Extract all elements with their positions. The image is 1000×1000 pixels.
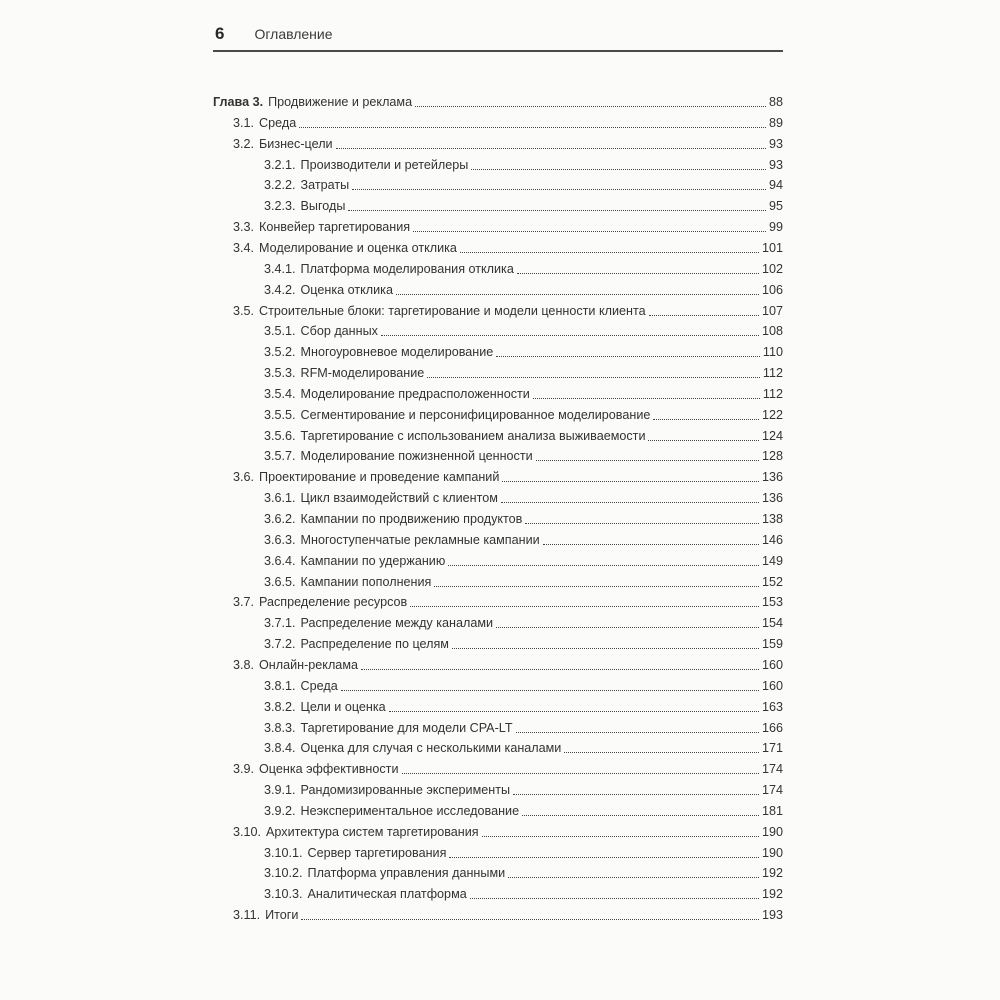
toc-dot-leader [496, 345, 760, 357]
toc-dot-leader [413, 220, 766, 232]
toc-entry [264, 196, 783, 216]
toc-entry-number: 3.8.1. [264, 679, 296, 693]
toc-entry [264, 446, 783, 466]
toc-entry-page: 193 [761, 908, 783, 922]
toc-dot-leader [402, 762, 759, 774]
toc-dot-leader [299, 116, 766, 128]
toc-dot-leader [410, 595, 759, 607]
toc-entry-number: 3.3. [233, 220, 255, 234]
toc-entry [264, 363, 783, 383]
toc-entry-page: 160 [761, 679, 783, 693]
toc-entry-title: Платформа управления данными [307, 866, 506, 880]
toc-entry-title: Цикл взаимодействий с клиентом [300, 491, 498, 505]
toc-entry-page: 112 [762, 366, 783, 380]
toc-entry-title: Строительные блоки: таргетирование и модели ценности клиента [259, 304, 646, 318]
toc-entry-title: Проектирование и проведение кампаний [259, 470, 500, 484]
toc-entry-page: 112 [762, 387, 783, 401]
toc-entry-title: Моделирование и оценка отклика [259, 241, 457, 255]
toc-dot-leader [501, 491, 759, 503]
toc-dot-leader [341, 679, 759, 691]
toc-entry-title: Среда [300, 679, 338, 693]
toc-dot-leader [301, 908, 759, 920]
toc-dot-leader [525, 512, 759, 524]
toc-entry-number: 3.5. [233, 304, 255, 318]
toc-entry [233, 113, 783, 133]
toc-entry-page: 136 [761, 491, 783, 505]
toc-entry [213, 92, 783, 112]
toc-entry-number: 3.11. [233, 908, 261, 922]
toc-entry-title: Производители и ретейлеры [300, 158, 469, 172]
toc-entry-page: 181 [761, 804, 783, 818]
toc-entry-number: 3.10.2. [264, 866, 303, 880]
toc-dot-leader [536, 449, 759, 461]
toc-entry [233, 655, 783, 675]
toc-entry [233, 905, 783, 925]
toc-entry [264, 551, 783, 571]
toc-entry-page: 88 [768, 95, 783, 109]
toc-entry [264, 676, 783, 696]
toc-entry [264, 259, 783, 279]
toc-entry-number: 3.7.1. [264, 616, 296, 630]
toc-entry-number: 3.6.3. [264, 533, 296, 547]
toc-entry-number: 3.8.4. [264, 741, 296, 755]
toc-entry-title: Платформа моделирования отклика [300, 262, 514, 276]
toc-dot-leader [336, 137, 766, 149]
toc-dot-leader [496, 616, 759, 628]
toc-dot-leader [452, 637, 759, 649]
toc-entry [233, 822, 783, 842]
toc-dot-leader [517, 262, 759, 274]
toc-dot-leader [470, 887, 759, 899]
toc-entry-number: 3.7.2. [264, 637, 296, 651]
toc-entry-title: Многоуровневое моделирование [300, 345, 494, 359]
toc-entry-page: 94 [768, 178, 783, 192]
toc-entry-title: Среда [259, 116, 297, 130]
toc-dot-leader [471, 158, 766, 170]
toc-entry-title: Распределение между каналами [300, 616, 494, 630]
toc-entry-title: Цели и оценка [300, 700, 386, 714]
toc-entry-number: 3.10.3. [264, 887, 303, 901]
toc-entry-number: 3.5.2. [264, 345, 296, 359]
toc-dot-leader [653, 408, 759, 420]
toc-dot-leader [381, 324, 759, 336]
toc-entry [264, 780, 783, 800]
toc-dot-leader [533, 387, 760, 399]
toc-entry [264, 530, 783, 550]
toc-entry-number: 3.7. [233, 595, 255, 609]
toc-entry [264, 426, 783, 446]
toc-entry-number: 3.5.6. [264, 429, 296, 443]
toc-entry-page: 152 [761, 575, 783, 589]
toc-entry [264, 697, 783, 717]
toc-entry-title: Таргетирование с использованием анализа выживаемости [300, 429, 646, 443]
toc-entry-title: Моделирование предрасположенности [300, 387, 530, 401]
toc-entry [264, 405, 783, 425]
toc-dot-leader [502, 470, 759, 482]
toc-entry [233, 134, 783, 154]
toc-entry-page: 110 [762, 345, 783, 359]
toc-entry [233, 592, 783, 612]
toc-dot-leader [352, 178, 766, 190]
toc-entry-number: 3.2.2. [264, 178, 296, 192]
toc-dot-leader [482, 825, 759, 837]
toc-entry-number: 3.9.1. [264, 783, 296, 797]
toc-entry-number: 3.6.2. [264, 512, 296, 526]
toc-entry-number: 3.4.1. [264, 262, 296, 276]
toc-entry-page: 102 [761, 262, 783, 276]
toc-entry-number: 3.9. [233, 762, 255, 776]
toc-entry-page: 190 [761, 846, 783, 860]
toc-entry-page: 192 [761, 866, 783, 880]
toc-entry-title: Неэкспериментальное исследование [300, 804, 520, 818]
toc-entry-title: Онлайн-реклама [259, 658, 358, 672]
toc-entry [264, 280, 783, 300]
toc-dot-leader [415, 95, 766, 107]
toc-entry-number: 3.6. [233, 470, 255, 484]
toc-entry-number: 3.10.1. [264, 846, 303, 860]
toc-entry-title: Сервер таргетирования [307, 846, 447, 860]
toc-entry-page: 128 [761, 449, 783, 463]
toc-dot-leader [460, 241, 759, 253]
page-number: 6 [215, 24, 225, 43]
toc-entry [264, 613, 783, 633]
toc-entry-page: 124 [761, 429, 783, 443]
toc-entry [264, 175, 783, 195]
toc-dot-leader [564, 741, 759, 753]
toc-dot-leader [389, 700, 759, 712]
toc-entry-page: 122 [761, 408, 783, 422]
toc-entry [264, 155, 783, 175]
toc-entry-page: 107 [761, 304, 783, 318]
toc-entry-number: Глава 3. [213, 95, 264, 109]
toc-entry [264, 572, 783, 592]
toc-entry-page: 89 [768, 116, 783, 130]
toc-entry-number: 3.10. [233, 825, 262, 839]
toc-entry-page: 174 [761, 783, 783, 797]
toc-dot-leader [361, 658, 759, 670]
toc-entry-page: 153 [761, 595, 783, 609]
toc-entry-title: Кампании пополнения [300, 575, 432, 589]
toc-entry-number: 3.8.2. [264, 700, 296, 714]
header-title: Оглавление [254, 26, 333, 42]
toc-entry-number: 3.1. [233, 116, 255, 130]
toc-entry-number: 3.6.1. [264, 491, 296, 505]
toc-entry-title: Выгоды [300, 199, 346, 213]
toc-entry-title: Архитектура систем таргетирования [266, 825, 479, 839]
toc-entry-page: 136 [761, 470, 783, 484]
toc-entry-title: Распределение ресурсов [259, 595, 408, 609]
toc-entry-title: Кампании по удержанию [300, 554, 446, 568]
toc-entry [264, 718, 783, 738]
toc-dot-leader [434, 575, 759, 587]
toc-entry-title: Конвейер таргетирования [259, 220, 411, 234]
toc-dot-leader [649, 304, 759, 316]
toc-entry-title: Таргетирование для модели CPA-LT [300, 721, 513, 735]
toc-entry [233, 301, 783, 321]
toc-entry-page: 108 [761, 324, 783, 338]
toc-dot-leader [508, 866, 759, 878]
toc-entry-title: Оценка отклика [300, 283, 393, 297]
toc-entry-page: 192 [761, 887, 783, 901]
toc-entry-title: Оценка для случая с несколькими каналами [300, 741, 562, 755]
toc-entry-page: 163 [761, 700, 783, 714]
toc-entry-title: RFM-моделирование [300, 366, 425, 380]
toc-entry-page: 106 [761, 283, 783, 297]
toc-dot-leader [648, 429, 759, 441]
toc-entry-number: 3.4. [233, 241, 255, 255]
toc-entry-title: Затраты [300, 178, 350, 192]
toc-entry-title: Моделирование пожизненной ценности [300, 449, 533, 463]
toc-entry [264, 738, 783, 758]
toc-entry-title: Кампании по продвижению продуктов [300, 512, 523, 526]
toc-entry-number: 3.5.5. [264, 408, 296, 422]
toc-entry [264, 801, 783, 821]
toc-dot-leader [348, 199, 766, 211]
toc-entry-number: 3.5.4. [264, 387, 296, 401]
toc-entry-number: 3.4.2. [264, 283, 296, 297]
toc-entry-number: 3.2.3. [264, 199, 296, 213]
toc-entry [264, 863, 783, 883]
toc-entry [233, 238, 783, 258]
toc-entry [264, 488, 783, 508]
toc-dot-leader [396, 283, 759, 295]
toc-entry-title: Бизнес-цели [259, 137, 333, 151]
toc-entry [264, 321, 783, 341]
toc-entry-number: 3.9.2. [264, 804, 296, 818]
toc-entry-title: Продвижение и реклама [268, 95, 413, 109]
toc-dot-leader [543, 533, 759, 545]
toc-entry-title: Итоги [265, 908, 299, 922]
toc-entry-page: 93 [768, 158, 783, 172]
toc-entry [264, 843, 783, 863]
toc-entry-title: Аналитическая платформа [307, 887, 467, 901]
toc-entry-title: Сбор данных [300, 324, 378, 338]
toc-entry [233, 217, 783, 237]
toc-entry-title: Распределение по целям [300, 637, 449, 651]
toc-dot-leader [449, 846, 759, 858]
toc-entry-page: 190 [761, 825, 783, 839]
toc-entry-page: 101 [761, 241, 783, 255]
toc-entry-number: 3.6.4. [264, 554, 296, 568]
toc-entry-title: Рандомизированные эксперименты [300, 783, 511, 797]
toc-entry-number: 3.2. [233, 137, 255, 151]
toc-entry-page: 166 [761, 721, 783, 735]
toc-dot-leader [522, 804, 759, 816]
toc-entry-title: Сегментирование и персонифицированное моделирование [300, 408, 651, 422]
toc-entry-number: 3.5.7. [264, 449, 296, 463]
toc-entry [264, 384, 783, 404]
toc-dot-leader [448, 554, 759, 566]
toc-entry-page: 146 [761, 533, 783, 547]
toc-entry-number: 3.5.3. [264, 366, 296, 380]
toc-entry-page: 154 [761, 616, 783, 630]
toc-entry [264, 884, 783, 904]
toc-entry [264, 509, 783, 529]
toc-entry-number: 3.8. [233, 658, 255, 672]
toc-entry-page: 95 [768, 199, 783, 213]
toc-entry-number: 3.2.1. [264, 158, 296, 172]
toc-dot-leader [513, 783, 759, 795]
toc-entry-page: 99 [768, 220, 783, 234]
toc-entry-page: 138 [761, 512, 783, 526]
toc-entry [264, 634, 783, 654]
toc-entry-number: 3.8.3. [264, 721, 296, 735]
toc-entry-page: 159 [761, 637, 783, 651]
toc-entry-number: 3.5.1. [264, 324, 296, 338]
toc-entry-page: 160 [761, 658, 783, 672]
toc-entry-number: 3.6.5. [264, 575, 296, 589]
toc-entry [264, 342, 783, 362]
toc-entry-page: 149 [761, 554, 783, 568]
toc-dot-leader [516, 721, 759, 733]
toc-entry-page: 174 [761, 762, 783, 776]
toc-entry-page: 93 [768, 137, 783, 151]
toc-dot-leader [427, 366, 760, 378]
toc-entry-title: Многоступенчатые рекламные кампании [300, 533, 540, 547]
toc-entry [233, 467, 783, 487]
toc-entry-title: Оценка эффективности [259, 762, 399, 776]
toc-entry-page: 171 [761, 741, 783, 755]
toc-entry [233, 759, 783, 779]
